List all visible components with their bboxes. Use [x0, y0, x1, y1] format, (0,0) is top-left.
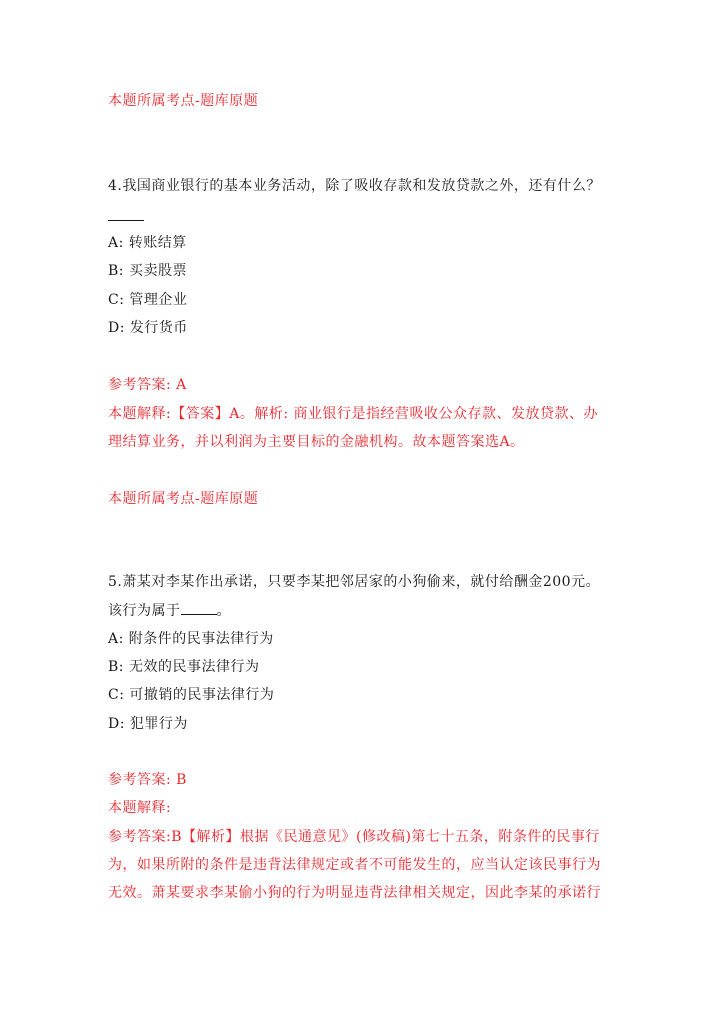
question-5-explanation-line1: 参考答案:B【解析】根据《民通意见》(修改稿)第七十五条，附条件的民事行	[108, 829, 600, 845]
question-5-explanation-line2: 为，如果所附的条件是违背法律规定或者不可能发生的，应当认定该民事行为	[108, 857, 601, 873]
question-5-explanation-line3: 无效。萧某要求李某偷小狗的行为明显违背法律相关规定，因此李某的承诺行	[108, 885, 601, 901]
question-5-option-d: D: 犯罪行为	[108, 716, 188, 732]
question-4-option-b: B: 买卖股票	[108, 263, 187, 279]
question-5-option-c: C: 可撤销的民事法律行为	[108, 687, 275, 703]
question-4-source-label: 本题所属考点-题库原题	[108, 491, 259, 507]
question-5-explanation-label: 本题解释:	[108, 800, 172, 816]
question-4-text: 4.我国商业银行的基本业务活动，除了吸收存款和发放贷款之外，还有什么？	[108, 178, 601, 194]
question-5-answer: 参考答案: B	[108, 772, 187, 788]
question-5-text-line1: 5.萧某对李某作出承诺，只要李某把邻居家的小狗偷来，就付给酬金200元。	[108, 574, 601, 590]
source-label: 本题所属考点-题库原题	[108, 93, 259, 109]
answer-blank	[108, 220, 144, 221]
question-4-option-a: A: 转账结算	[108, 235, 187, 251]
question-4-explanation-line2: 理结算业务，并以利润为主要目标的金融机构。故本题答案选A。	[108, 434, 525, 450]
question-4-option-d: D: 发行货币	[108, 320, 188, 336]
answer-blank	[181, 602, 217, 615]
question-5-text-line2	[108, 602, 231, 620]
question-5-option-b: B: 无效的民事法律行为	[108, 659, 260, 675]
question-5-text-prefix: 该行为属于	[108, 603, 181, 619]
question-4-answer: 参考答案: A	[108, 377, 187, 393]
question-5-option-a: A: 附条件的民事法律行为	[108, 631, 274, 647]
question-5-text-suffix: 。	[216, 603, 231, 619]
question-4-explanation-line1: 本题解释:【答案】A。解析: 商业银行是指经营吸收公众存款、发放贷款、办	[108, 406, 598, 422]
question-4-option-c: C: 管理企业	[108, 292, 188, 308]
